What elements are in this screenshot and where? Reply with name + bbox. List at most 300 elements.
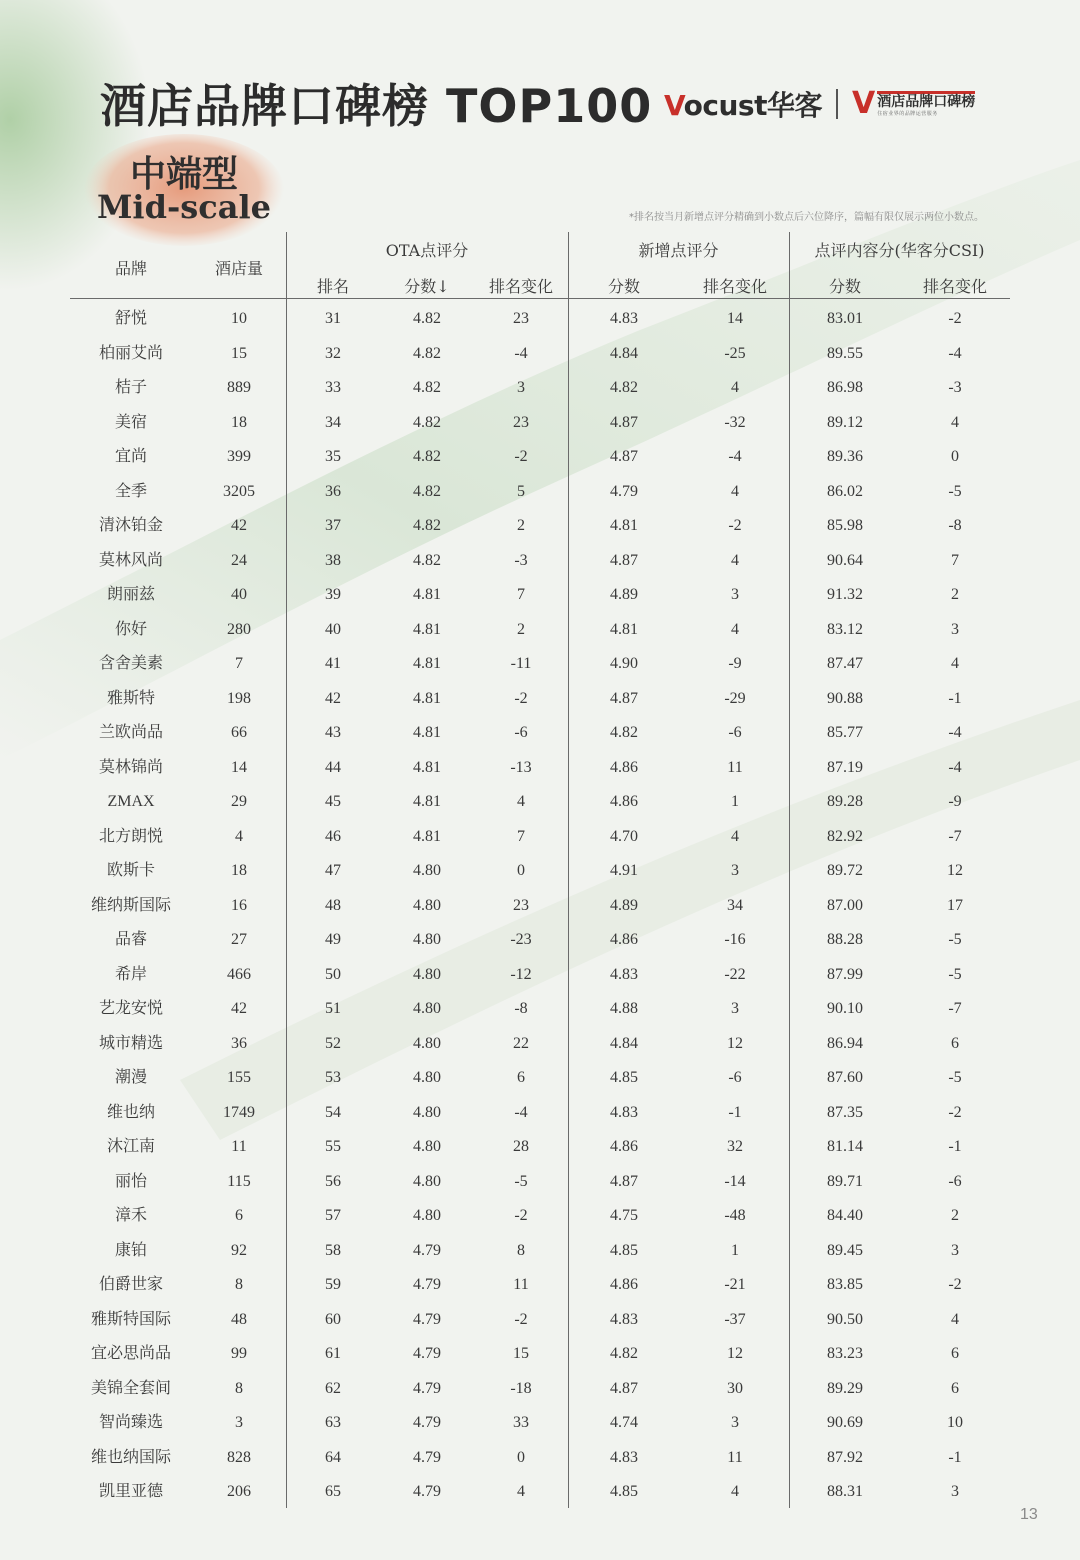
cell-brand: 柏丽艾尚	[98, 344, 163, 362]
cell-hotel-count: 206	[227, 1483, 251, 1500]
cell-new-score: 4.81	[610, 620, 638, 638]
cell-ota-score: 4.79	[413, 1310, 441, 1328]
cell-hotel-count: 3205	[223, 482, 255, 500]
cell-ota-score: 4.81	[413, 827, 441, 845]
cell-csi-score: 87.19	[827, 758, 863, 776]
cell-hotel-count: 11	[231, 1138, 247, 1155]
vocust-logo: Vocust华客	[664, 89, 822, 122]
table-row	[70, 1096, 1010, 1131]
cell-brand: 伯爵世家	[98, 1276, 163, 1293]
cell-csi-score: 90.69	[827, 1414, 863, 1431]
cell-new-score: 4.82	[610, 724, 638, 741]
cell-ota-score: 4.80	[413, 1069, 441, 1086]
cell-csi-change: -8	[948, 517, 962, 534]
cell-brand: ZMAX	[107, 793, 155, 810]
cell-csi-score: 86.94	[827, 1034, 863, 1052]
header-brand: 品牌	[114, 259, 147, 278]
cell-new-score: 4.89	[610, 586, 638, 603]
cell-brand: 雅斯特国际	[90, 1310, 171, 1328]
header-rule	[70, 298, 1010, 299]
cell-new-change: 3	[731, 1414, 739, 1431]
header-ota-score[interactable]: 分数↓	[404, 277, 450, 296]
cell-csi-change: 4	[951, 655, 959, 672]
cell-rank: 52	[325, 1034, 341, 1052]
cell-brand: 全季	[114, 482, 147, 500]
cell-new-score: 4.82	[610, 1345, 638, 1362]
cell-ota-change: 7	[517, 586, 525, 603]
cell-ota-score: 4.81	[413, 655, 441, 672]
cell-new-change: 30	[727, 1379, 743, 1397]
cell-rank: 58	[325, 1241, 341, 1259]
header-csi-score: 分数	[828, 277, 861, 296]
table-row	[70, 1061, 1010, 1096]
cell-csi-score: 87.47	[827, 655, 863, 672]
cell-brand: 莫林风尚	[98, 551, 163, 569]
cell-hotel-count: 40	[231, 586, 247, 603]
cell-rank: 33	[325, 379, 341, 396]
cell-new-change: 11	[727, 758, 743, 776]
cell-rank: 34	[325, 413, 341, 431]
ranking-logo	[851, 86, 976, 121]
cell-csi-score: 89.28	[827, 793, 863, 810]
table-row	[70, 475, 1010, 510]
cell-new-score: 4.74	[610, 1414, 638, 1431]
cell-ota-change: 3	[517, 379, 525, 396]
cell-ota-change: -12	[510, 965, 532, 983]
cell-new-change: 32	[727, 1138, 743, 1155]
cell-brand: 凯里亚德	[98, 1483, 163, 1500]
table-row	[70, 1303, 1010, 1338]
cell-csi-change: 12	[947, 862, 963, 879]
cell-ota-score: 4.79	[413, 1483, 441, 1500]
cell-hotel-count: 24	[231, 551, 247, 569]
cell-hotel-count: 8	[235, 1276, 243, 1293]
cell-new-score: 4.88	[610, 1000, 638, 1017]
cell-rank: 49	[325, 931, 341, 948]
cell-ota-score: 4.80	[413, 931, 441, 948]
cell-csi-score: 81.14	[827, 1138, 863, 1155]
cell-csi-change: 6	[951, 1034, 959, 1052]
cell-new-score: 4.91	[610, 862, 638, 879]
cell-rank: 32	[325, 344, 341, 362]
cell-ota-change: -2	[514, 1207, 528, 1224]
cell-new-score: 4.86	[610, 793, 638, 810]
cell-ota-score: 4.81	[413, 758, 441, 776]
cell-brand: 潮漫	[114, 1069, 147, 1086]
cell-csi-change: -2	[948, 310, 962, 327]
cell-hotel-count: 3	[235, 1414, 243, 1431]
cell-hotel-count: 7	[235, 655, 243, 672]
cell-ota-score: 4.81	[413, 586, 441, 603]
cell-csi-score: 85.98	[827, 517, 863, 534]
cell-hotel-count: 466	[227, 965, 251, 983]
cell-csi-change: -3	[948, 379, 962, 396]
cell-new-change: 11	[727, 1448, 743, 1466]
cell-ota-score: 4.81	[413, 724, 441, 741]
cell-csi-score: 89.45	[827, 1241, 863, 1259]
cell-csi-change: 10	[947, 1414, 963, 1431]
cell-rank: 59	[325, 1276, 341, 1293]
header-new-change: 排名变化	[702, 277, 767, 296]
cell-hotel-count: 48	[231, 1310, 247, 1328]
cell-rank: 42	[325, 689, 341, 707]
cell-new-change: 4	[731, 379, 739, 396]
cell-rank: 39	[325, 586, 341, 603]
cell-new-change: 4	[731, 551, 739, 569]
cell-csi-change: -6	[948, 1172, 962, 1190]
table-row	[70, 682, 1010, 717]
cell-ota-change: 0	[517, 862, 525, 879]
cell-hotel-count: 4	[235, 827, 243, 845]
page-number: 13	[1020, 1506, 1038, 1523]
cell-hotel-count: 280	[227, 620, 251, 638]
cell-rank: 38	[325, 551, 341, 569]
cell-ota-score: 4.80	[413, 965, 441, 983]
cell-hotel-count: 42	[231, 517, 247, 534]
logo-divider	[836, 89, 838, 119]
cell-rank: 56	[325, 1172, 341, 1190]
cell-csi-change: 2	[951, 586, 959, 603]
cell-rank: 43	[325, 724, 341, 741]
cell-csi-change: -1	[948, 689, 962, 707]
cell-hotel-count: 1749	[223, 1103, 255, 1121]
cell-ota-score: 4.79	[413, 1345, 441, 1362]
cell-rank: 63	[325, 1414, 341, 1431]
cell-csi-score: 87.35	[827, 1103, 863, 1121]
header-csi-group: 点评内容分(华客分CSI)	[814, 241, 985, 260]
cell-brand: 维纳斯国际	[90, 896, 171, 914]
cell-brand: 品睿	[114, 931, 147, 948]
cell-ota-change: 7	[517, 827, 525, 845]
cell-csi-score: 89.71	[827, 1172, 863, 1190]
cell-ota-score: 4.81	[413, 689, 441, 707]
cell-new-score: 4.85	[610, 1483, 638, 1500]
cell-new-change: 34	[727, 896, 743, 914]
cell-brand: 康铂	[114, 1241, 147, 1259]
table-row	[70, 992, 1010, 1027]
table-row	[70, 302, 1010, 337]
cell-ota-change: -18	[510, 1379, 532, 1397]
cell-new-change: -1	[728, 1103, 742, 1121]
table-row	[70, 613, 1010, 648]
cell-new-score: 4.87	[610, 1379, 638, 1397]
table-row	[70, 509, 1010, 544]
cell-csi-change: -5	[948, 482, 962, 500]
cell-csi-change: -2	[948, 1276, 962, 1293]
cell-brand: 含舍美素	[98, 655, 163, 672]
cell-ota-change: 23	[513, 310, 529, 327]
cell-brand: 桔子	[114, 379, 147, 396]
header-ota-group: OTA点评分	[385, 241, 469, 260]
cell-new-change: -25	[724, 344, 746, 362]
cell-csi-score: 89.12	[827, 413, 863, 431]
table-row	[70, 1130, 1010, 1165]
cell-csi-change: -7	[948, 827, 962, 845]
cell-csi-change: -1	[948, 1138, 962, 1155]
cell-ota-change: -5	[514, 1172, 528, 1190]
table-row	[70, 958, 1010, 993]
cell-rank: 48	[325, 896, 341, 914]
cell-brand: 兰欧尚品	[98, 724, 163, 741]
cell-new-score: 4.86	[610, 931, 638, 948]
ranking-note: *排名按当月新增点评分精确到小数点后六位降序，篇幅有限仅展示两位小数点。	[629, 212, 984, 223]
ranking-table	[70, 232, 1010, 1508]
cell-new-score: 4.85	[610, 1241, 638, 1259]
cell-ota-change: -2	[514, 448, 528, 465]
cell-csi-score: 88.28	[827, 931, 863, 948]
cell-ota-change: -13	[510, 758, 532, 776]
cell-rank: 35	[325, 448, 341, 465]
brand-logos	[664, 84, 975, 124]
cell-brand: 欧斯卡	[106, 862, 155, 879]
cell-rank: 41	[325, 655, 341, 672]
cell-hotel-count: 66	[231, 724, 247, 741]
cell-ota-change: 5	[517, 482, 525, 500]
table-row	[70, 578, 1010, 613]
cell-brand: 美宿	[114, 413, 147, 431]
table-row	[70, 1165, 1010, 1200]
cell-rank: 61	[325, 1345, 341, 1362]
cell-hotel-count: 399	[227, 448, 251, 465]
cell-brand: 舒悦	[114, 310, 147, 327]
cell-rank: 40	[325, 620, 341, 638]
cell-new-score: 4.87	[610, 551, 638, 569]
cell-csi-change: -5	[948, 931, 962, 948]
cell-new-score: 4.87	[610, 1172, 638, 1190]
cell-new-change: -48	[724, 1207, 746, 1224]
cell-new-score: 4.86	[610, 1276, 638, 1293]
cell-hotel-count: 27	[231, 931, 247, 948]
cell-new-score: 4.82	[610, 379, 638, 396]
cell-rank: 37	[325, 517, 341, 534]
cell-rank: 47	[325, 862, 341, 879]
header-new-score: 分数	[607, 277, 640, 296]
cell-ota-score: 4.79	[413, 1379, 441, 1397]
cell-brand: 维也纳	[106, 1103, 155, 1121]
cell-ota-change: -8	[514, 1000, 528, 1017]
cell-csi-score: 87.60	[827, 1069, 863, 1086]
cell-brand: 雅斯特	[106, 689, 155, 707]
table-row	[70, 337, 1010, 372]
cell-csi-score: 85.77	[827, 724, 863, 741]
cell-csi-change: 6	[951, 1345, 959, 1362]
cell-ota-score: 4.81	[413, 620, 441, 638]
cell-ota-score: 4.80	[413, 1138, 441, 1155]
cell-new-change: 3	[731, 862, 739, 879]
table-row	[70, 1441, 1010, 1476]
cell-ota-score: 4.82	[413, 379, 441, 396]
cell-new-score: 4.84	[610, 1034, 638, 1052]
cell-ota-score: 4.82	[413, 517, 441, 534]
cell-new-change: 12	[727, 1034, 743, 1052]
cell-new-score: 4.87	[610, 448, 638, 465]
page-title: 酒店品牌口碑榜 TOP100	[100, 79, 653, 133]
cell-csi-change: 7	[951, 551, 959, 569]
cell-new-score: 4.79	[610, 482, 638, 500]
cell-brand: 艺龙安悦	[98, 1000, 163, 1017]
cell-csi-change: 3	[951, 620, 959, 638]
cell-ota-change: 28	[513, 1138, 529, 1155]
cell-csi-change: -4	[948, 344, 962, 362]
cell-hotel-count: 99	[231, 1345, 247, 1362]
cell-brand: 城市精选	[98, 1034, 163, 1052]
cell-csi-score: 90.10	[827, 1000, 863, 1017]
cell-new-score: 4.90	[610, 655, 638, 672]
cell-ota-score: 4.82	[413, 413, 441, 431]
cell-csi-change: -4	[948, 724, 962, 741]
cell-hotel-count: 42	[231, 1000, 247, 1017]
cell-ota-change: 15	[513, 1345, 529, 1362]
cell-new-score: 4.84	[610, 344, 638, 362]
cell-rank: 46	[325, 827, 341, 845]
ranking-logo-name: 酒店品牌口碑榜	[877, 91, 975, 110]
cell-new-change: 14	[727, 310, 743, 327]
cell-new-score: 4.83	[610, 1310, 638, 1328]
cell-hotel-count: 16	[231, 896, 247, 914]
cell-new-change: -21	[724, 1276, 746, 1293]
table-row	[70, 820, 1010, 855]
cell-ota-score: 4.82	[413, 310, 441, 327]
cell-csi-change: -5	[948, 965, 962, 983]
table-row	[70, 751, 1010, 786]
cell-brand: 智尚臻选	[98, 1414, 163, 1431]
table-row	[70, 1027, 1010, 1062]
cell-ota-score: 4.80	[413, 1207, 441, 1224]
cell-csi-change: -1	[948, 1448, 962, 1466]
cell-ota-score: 4.80	[413, 862, 441, 879]
cell-rank: 57	[325, 1207, 341, 1224]
cell-new-change: 1	[731, 793, 739, 810]
cell-hotel-count: 155	[227, 1069, 251, 1086]
cell-new-change: 3	[731, 586, 739, 603]
cell-csi-score: 87.99	[827, 965, 863, 983]
cell-hotel-count: 15	[231, 344, 247, 362]
cell-brand: 美锦全套间	[90, 1379, 171, 1397]
cell-new-change: 4	[731, 620, 739, 638]
cell-csi-score: 87.92	[827, 1448, 863, 1466]
cell-hotel-count: 889	[227, 379, 251, 396]
table-row	[70, 1475, 1010, 1510]
cell-ota-change: 23	[513, 413, 529, 431]
cell-csi-score: 88.31	[827, 1483, 863, 1500]
cell-new-score: 4.89	[610, 896, 638, 914]
cell-ota-change: 33	[513, 1414, 529, 1431]
cell-rank: 64	[325, 1448, 341, 1466]
cell-hotel-count: 29	[231, 793, 247, 810]
cell-csi-change: -9	[948, 793, 962, 810]
cell-ota-change: -3	[514, 551, 528, 569]
cell-new-change: -2	[728, 517, 742, 534]
cell-ota-change: 4	[517, 1483, 525, 1500]
table-row	[70, 854, 1010, 889]
cell-rank: 45	[325, 793, 341, 810]
cell-rank: 54	[325, 1103, 341, 1121]
cell-ota-change: 22	[513, 1034, 529, 1052]
table-row	[70, 1337, 1010, 1372]
header-ota-change: 排名变化	[488, 277, 553, 296]
cell-csi-score: 86.98	[827, 379, 863, 396]
cell-new-score: 4.83	[610, 1103, 638, 1121]
cell-brand: 北方朗悦	[98, 827, 163, 845]
cell-csi-score: 82.92	[827, 827, 863, 845]
category-badge	[84, 136, 284, 232]
cell-new-change: 3	[731, 1000, 739, 1017]
cell-brand: 你好	[114, 620, 147, 638]
cell-ota-change: -6	[514, 724, 528, 741]
cell-csi-change: 6	[951, 1379, 959, 1397]
cell-ota-score: 4.80	[413, 1172, 441, 1190]
table-row	[70, 371, 1010, 406]
cell-ota-score: 4.79	[413, 1241, 441, 1259]
header-new-group: 新增点评分	[638, 241, 719, 260]
cell-csi-change: 0	[951, 448, 959, 465]
table-row	[70, 889, 1010, 924]
cell-new-score: 4.83	[610, 310, 638, 327]
cell-csi-change: -7	[948, 1000, 962, 1017]
v-logo-icon: V	[851, 86, 876, 121]
table-row	[70, 647, 1010, 682]
cell-ota-change: 0	[517, 1448, 525, 1466]
cell-csi-score: 83.12	[827, 620, 863, 638]
cell-brand: 丽怡	[114, 1172, 147, 1190]
table-row	[70, 1234, 1010, 1269]
table-row	[70, 1199, 1010, 1234]
cell-csi-change: 4	[951, 1310, 959, 1328]
table-row	[70, 716, 1010, 751]
cell-csi-change: -2	[948, 1103, 962, 1121]
cell-csi-score: 90.64	[827, 551, 863, 569]
cell-csi-change: 17	[947, 896, 963, 914]
cell-new-change: -16	[724, 931, 746, 948]
cell-csi-score: 91.32	[827, 586, 863, 603]
cell-csi-score: 83.85	[827, 1276, 863, 1293]
cell-hotel-count: 10	[231, 310, 247, 327]
cell-new-change: -6	[728, 724, 742, 741]
cell-rank: 55	[325, 1138, 341, 1155]
cell-ota-change: -11	[510, 655, 532, 672]
cell-hotel-count: 36	[231, 1034, 247, 1052]
cell-brand: 宜必思尚品	[90, 1345, 171, 1362]
cell-ota-score: 4.79	[413, 1448, 441, 1466]
cell-ota-score: 4.80	[413, 1103, 441, 1121]
cell-ota-change: 11	[513, 1276, 529, 1293]
cell-new-score: 4.70	[610, 827, 638, 845]
cell-ota-score: 4.80	[413, 1000, 441, 1017]
cell-new-score: 4.87	[610, 413, 638, 431]
cell-csi-score: 83.23	[827, 1345, 863, 1362]
cell-ota-change: -4	[514, 344, 528, 362]
cell-csi-score: 84.40	[827, 1207, 863, 1224]
cell-hotel-count: 18	[231, 862, 247, 879]
cell-hotel-count: 198	[227, 689, 251, 707]
header-csi-change: 排名变化	[922, 277, 987, 296]
cell-ota-change: -23	[510, 931, 532, 948]
cell-hotel-count: 6	[235, 1207, 243, 1224]
cell-new-change: 12	[727, 1345, 743, 1362]
cell-csi-score: 89.29	[827, 1379, 863, 1397]
cell-hotel-count: 14	[231, 758, 247, 776]
cell-csi-change: 2	[951, 1207, 959, 1224]
table-row	[70, 1268, 1010, 1303]
table-row	[70, 1406, 1010, 1441]
cell-brand: 沐江南	[106, 1138, 155, 1155]
cell-new-change: 1	[731, 1241, 739, 1259]
cell-ota-change: -2	[514, 689, 528, 707]
cell-ota-change: 8	[517, 1241, 525, 1259]
cell-brand: 漳禾	[114, 1207, 147, 1224]
table-row	[70, 923, 1010, 958]
cell-csi-change: 3	[951, 1241, 959, 1259]
